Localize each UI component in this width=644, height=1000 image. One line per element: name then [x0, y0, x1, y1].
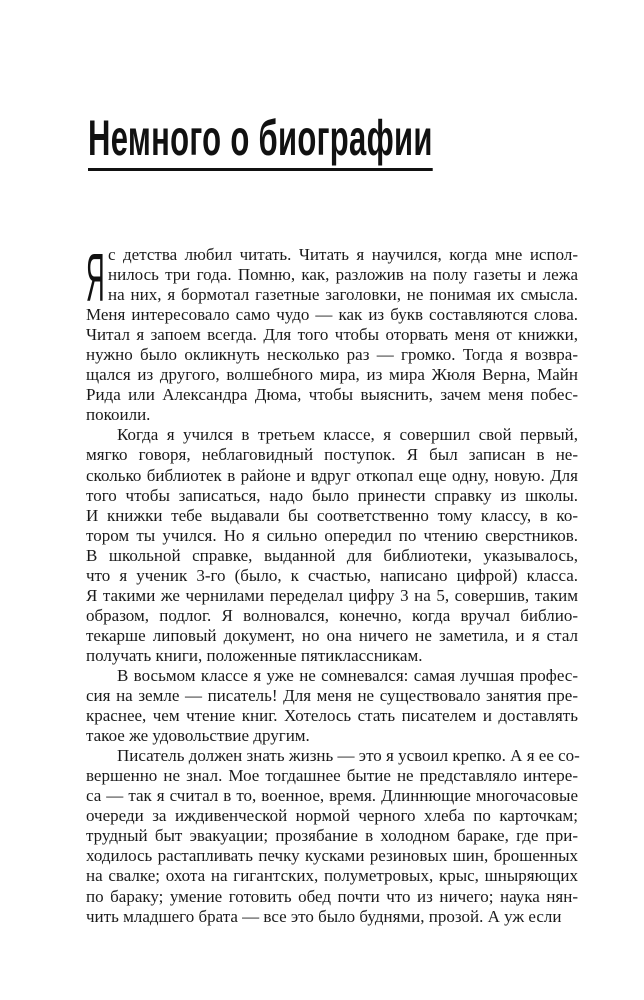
text-line: вершенно не знал. Мое тогдашнее бытие не представляло интере-	[86, 766, 578, 786]
text-line: чить младшего брата — все это было буднями, прозой. А уж если	[86, 906, 562, 926]
text-line: Писатель должен знать жизнь — это я усвоил крепко. А я ее со-	[117, 746, 580, 766]
text-line: мягко говоря, неблаговидный поступок. Я был записан в не-	[86, 445, 578, 465]
text-line: такое же удовольствие другим.	[86, 726, 310, 746]
text-line: В восьмом классе я уже не сомневался: самая лучшая профес-	[117, 665, 578, 685]
text-line: са — так я считал в то, военное, время. Длиннющие многочасовые	[86, 786, 578, 806]
text-line: сколько библиотек в районе и вдруг откопал еще одну, новую. Для	[86, 465, 578, 485]
drop-cap: Я	[86, 240, 105, 316]
text-line: покоили.	[86, 405, 151, 425]
text-line: Рида или Александра Дюма, чтобы выяснить, зачем меня побес-	[86, 385, 578, 405]
text-line: В школьной справке, выданной для библиотеки, указывалось,	[86, 545, 578, 565]
text-line: Читал я запоем всегда. Для того чтобы оторвать меня от книжки,	[86, 325, 578, 345]
text-line: тором ты учился. Но я сильно опередил по чтению сверстников.	[86, 525, 578, 545]
text-line: что я ученик 3-го (было, к счастью, написано цифрой) класса.	[86, 565, 578, 585]
text-line: по бараку; умение готовить обед почти что из ничего; наука нян-	[86, 886, 578, 906]
text-line: Меня интересовало само чудо — как из букв составляются слова.	[86, 305, 578, 325]
text-line: текарше липовый документ, но она ничего не заметила, и я стал	[86, 625, 578, 645]
text-line: трудный быт эвакуации; прозябание в холодном бараке, где при-	[86, 826, 578, 846]
text-line: того чтобы записаться, надо было принести справку из школы.	[86, 485, 578, 505]
text-line: на них, я бормотал газетные заголовки, не понимая их смысла.	[108, 285, 578, 305]
text-line: краснее, чем чтение книг. Хотелось стать писателем и доставлять	[86, 706, 578, 726]
text-line: очереди за иждивенческой нормой черного хлеба по карточкам;	[86, 806, 578, 826]
text-line: нилось три года. Помню, как, разложив на полу газеты и лежа	[108, 265, 578, 285]
text-line: на свалке; охота на гигантских, полуметровых, крыс, шныряющих	[86, 866, 578, 886]
text-line: Я такими же чернилами переделал цифру 3 на 5, совершив, таким	[86, 585, 578, 605]
text-line: образом, подлог. Я волновался, конечно, когда вручал библио-	[86, 605, 578, 625]
chapter-title: Немного о биографии	[88, 108, 433, 171]
text-line: с детства любил читать. Читать я научился, когда мне испол-	[108, 245, 578, 264]
text-line: щался из другого, волшебного мира, из мира Жюля Верна, Майн	[86, 365, 578, 385]
text-line: И книжки тебе выдавали бы соответственно тому классу, в ко-	[86, 505, 578, 525]
text-line: ходилось растапливать печку кусками резиновых шин, брошенных	[86, 846, 578, 866]
text-line: нужно было окликнуть несколько раз — громко. Тогда я возвра-	[86, 345, 578, 365]
text-line: получать книги, положенные пятиклассникам.	[86, 645, 423, 665]
body-text	[86, 240, 580, 927]
text-line: Когда я учился в третьем классе, я совершил свой первый,	[117, 425, 578, 445]
text-line: сия на земле — писатель! Для меня не существовало занятия пре-	[86, 686, 578, 706]
